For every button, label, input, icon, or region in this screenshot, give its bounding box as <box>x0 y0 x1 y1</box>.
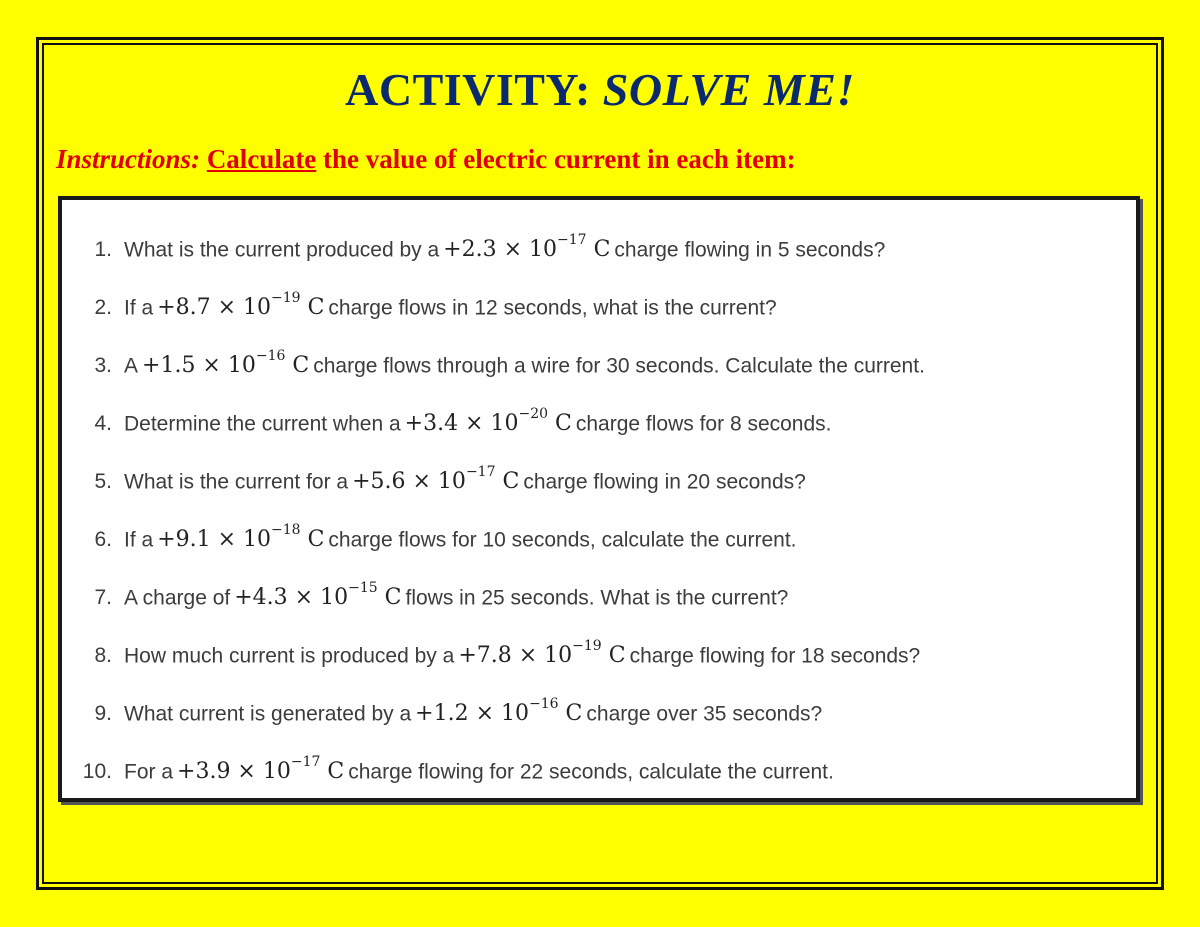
charge-exponent: −19 <box>271 290 301 306</box>
question-text-after: charge flows for 10 seconds, calculate the current. <box>328 528 797 552</box>
charge-mantissa: +2.3 × 10 <box>443 237 558 263</box>
charge-mantissa: +3.4 × 10 <box>404 411 519 437</box>
question-text-before: A charge of <box>124 586 231 610</box>
charge-exponent: −17 <box>290 754 321 770</box>
question-number: 9. <box>94 702 112 726</box>
question-item <box>76 572 788 612</box>
instructions <box>56 141 796 177</box>
question-number: 7. <box>94 586 112 610</box>
charge-value <box>157 290 325 321</box>
charge-unit: C <box>384 585 402 611</box>
charge-unit: C <box>565 701 583 727</box>
question-number: 5. <box>94 470 112 494</box>
charge-unit: C <box>327 759 345 785</box>
questions-panel <box>58 196 1140 802</box>
question-item <box>76 630 920 670</box>
question-text-after: charge flows in 12 seconds, what is the current? <box>328 296 777 320</box>
question-text-before: What current is generated by a <box>124 702 412 726</box>
charge-value <box>458 638 626 669</box>
question-text-after: flows in 25 seconds. What is the current? <box>405 586 789 610</box>
question-text-before: Determine the current when a <box>124 412 401 436</box>
question-item <box>76 746 834 786</box>
charge-exponent: −18 <box>271 522 301 538</box>
charge-unit: C <box>593 237 611 263</box>
question-item <box>76 514 797 554</box>
question-number: 1. <box>94 238 112 262</box>
charge-mantissa: +5.6 × 10 <box>352 469 466 495</box>
charge-unit: C <box>555 411 572 437</box>
question-text-after: charge flowing for 18 seconds? <box>629 644 921 668</box>
page-title <box>0 62 1200 118</box>
question-number: 4. <box>94 412 112 436</box>
charge-exponent: −16 <box>529 696 559 712</box>
question-item <box>76 456 806 496</box>
charge-unit: C <box>608 643 626 669</box>
title-emphasis: SOLVE ME! <box>602 64 855 115</box>
charge-unit: C <box>307 295 325 321</box>
title-main: ACTIVITY: <box>345 64 591 115</box>
charge-mantissa: +1.5 × 10 <box>142 353 256 379</box>
question-text-before: For a <box>124 760 174 784</box>
charge-value <box>157 522 325 553</box>
charge-mantissa: +3.9 × 10 <box>177 759 291 785</box>
charge-value <box>177 754 345 785</box>
question-item <box>76 282 777 322</box>
instructions-label: Instructions: <box>56 144 201 174</box>
charge-exponent: −20 <box>518 406 549 422</box>
instructions-text: the value of electric current in each item: <box>323 144 796 174</box>
question-number: 8. <box>94 644 112 668</box>
charge-unit: C <box>502 469 520 495</box>
question-text-before: How much current is produced by a <box>124 644 455 668</box>
question-text-before: If a <box>124 296 154 320</box>
question-item <box>76 224 885 264</box>
question-text-after: charge flowing for 22 seconds, calculate the current. <box>348 760 834 784</box>
charge-value <box>234 580 402 611</box>
charge-value <box>352 464 520 495</box>
question-text-before: A <box>124 354 139 378</box>
instructions-verb: Calculate <box>206 144 317 174</box>
charge-value <box>404 406 572 437</box>
charge-value <box>415 696 583 727</box>
charge-exponent: −15 <box>348 580 378 596</box>
charge-exponent: −19 <box>572 638 602 654</box>
charge-unit: C <box>292 353 310 379</box>
question-text-after: charge flows through a wire for 30 seconds. Calculate the current. <box>313 354 925 378</box>
charge-mantissa: +7.8 × 10 <box>458 643 573 669</box>
question-number: 3. <box>94 354 112 378</box>
question-item <box>76 340 925 380</box>
question-item <box>76 688 822 728</box>
question-text-before: If a <box>124 528 154 552</box>
charge-value <box>142 348 310 379</box>
question-number: 2. <box>94 296 112 320</box>
question-number: 6. <box>94 528 112 552</box>
charge-exponent: −16 <box>255 348 286 364</box>
charge-mantissa: +1.2 × 10 <box>415 701 529 727</box>
charge-mantissa: +8.7 × 10 <box>157 295 272 321</box>
question-text-before: What is the current produced by a <box>124 238 440 262</box>
question-text-after: charge flows for 8 seconds. <box>575 412 832 436</box>
charge-unit: C <box>307 527 325 553</box>
question-text-after: charge flowing in 20 seconds? <box>523 470 806 494</box>
charge-exponent: −17 <box>465 464 496 480</box>
question-number: 10. <box>82 760 112 784</box>
question-text-after: charge flowing in 5 seconds? <box>614 238 886 262</box>
question-text-after: charge over 35 seconds? <box>586 702 823 726</box>
question-text-before: What is the current for a <box>124 470 349 494</box>
charge-value <box>443 232 611 263</box>
charge-exponent: −17 <box>557 232 587 248</box>
charge-mantissa: +9.1 × 10 <box>157 527 272 553</box>
charge-mantissa: +4.3 × 10 <box>234 585 349 611</box>
question-item <box>76 398 832 438</box>
